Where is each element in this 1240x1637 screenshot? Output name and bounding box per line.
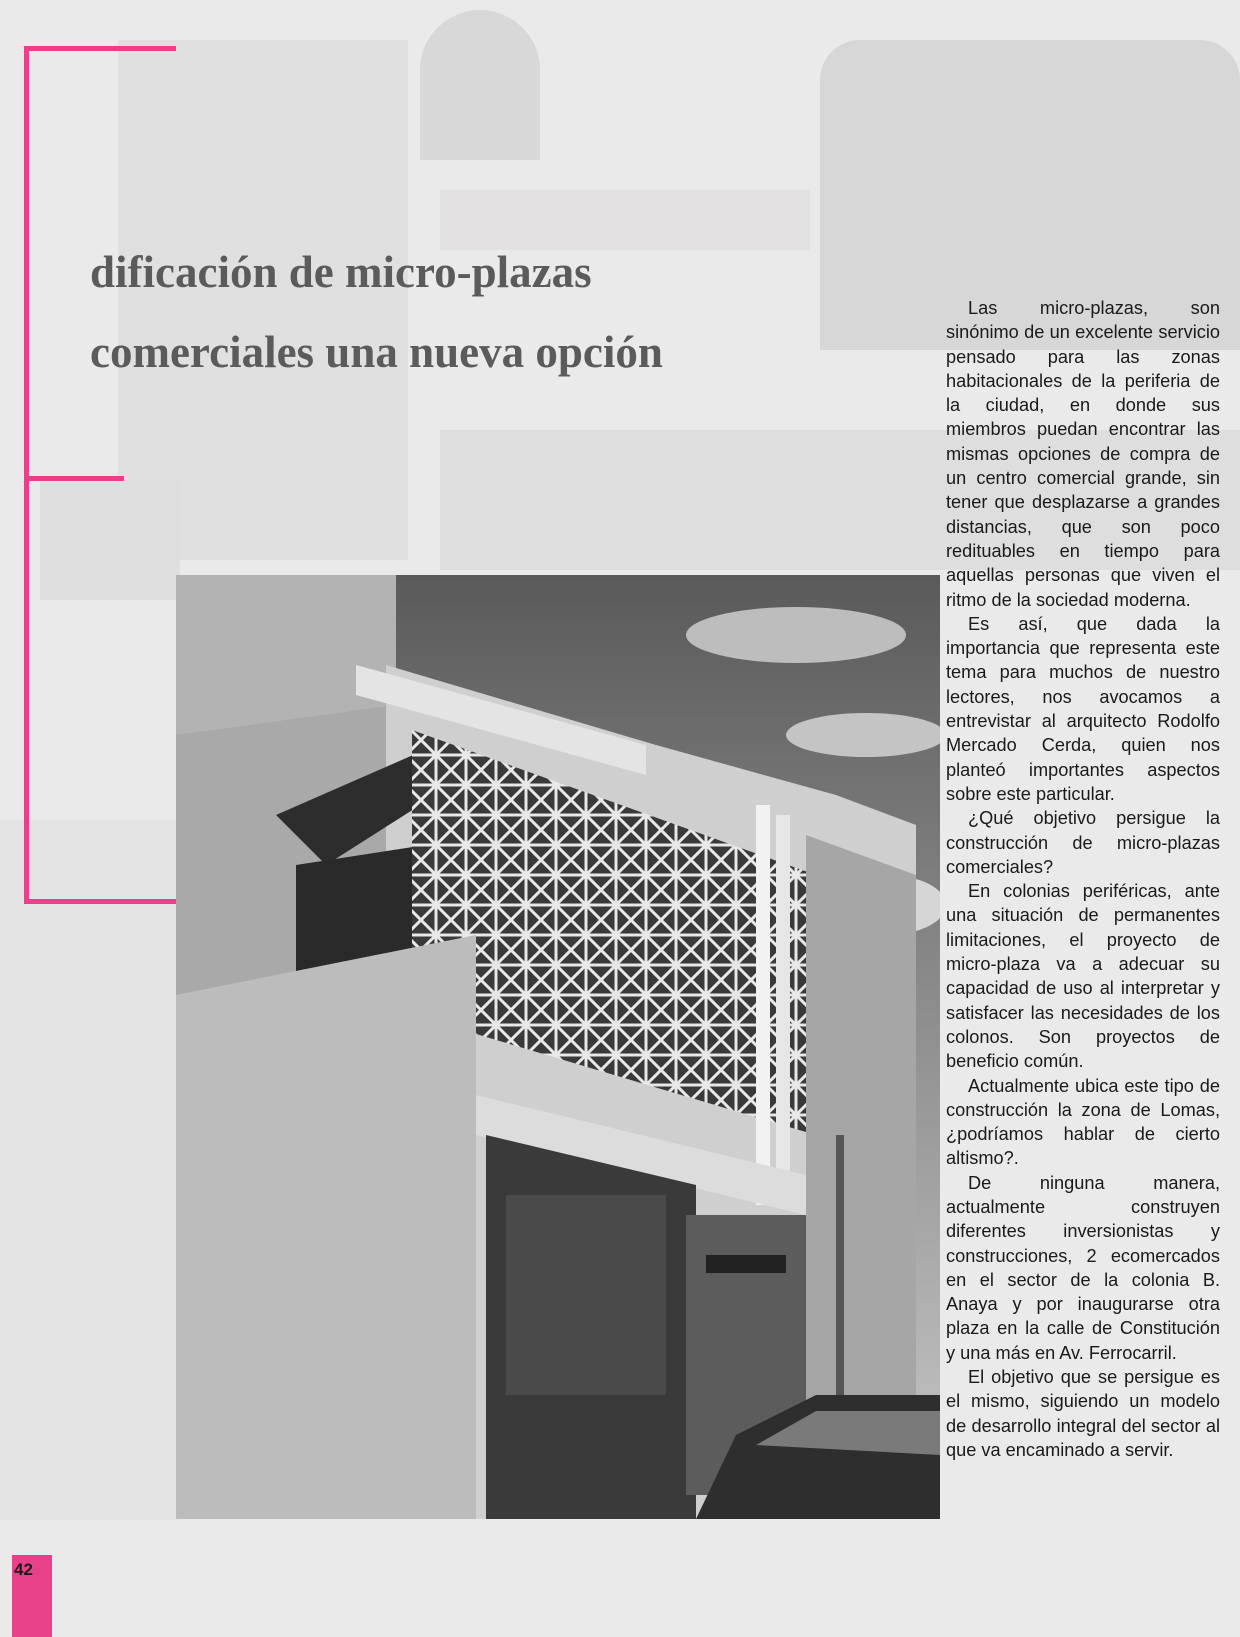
micro-plaza-building-photo	[176, 575, 940, 1519]
headline-line-1: dificación de micro-plazas	[90, 247, 592, 297]
background-shape	[420, 10, 540, 160]
headline-line-2: comerciales una nueva opción	[90, 327, 663, 377]
accent-bracket-middle	[24, 476, 124, 481]
article-paragraph: Es así, que dada la importancia que representa este tema para muchos de nuestro lectores, nos avocamos a entrevistar al arquitecto Rodolfo Mercado Cerda, quien nos planteó importantes aspectos sobre este particular.	[946, 613, 1220, 804]
article-body	[946, 296, 1220, 1462]
article-paragraph: De ninguna manera, actualmente construyen diferentes inversionistas y construcciones, 2 ecomercados en el sector de la colonia B. Anaya y por inaugurarse otra plaza en la calle de Constitución y una más en Av. Ferrocarril.	[946, 1172, 1220, 1363]
page-number: 42	[14, 1560, 33, 1579]
building-photo-illustration	[176, 575, 940, 1519]
background-shape	[0, 820, 180, 1520]
accent-bracket-vertical	[24, 46, 29, 904]
article-paragraph: En colonias periféricas, ante una situación de permanentes limitaciones, el proyecto de micro-plaza va a adecuar su capacidad de uso al interpretar y satisfacer las necesidades de los colonos. Son proyectos de beneficio común.	[946, 881, 1220, 1072]
article-paragraph: Las micro-plazas, son sinónimo de un excelente servicio pensado para las zonas habitacionales de la periferia de la ciudad, en donde sus miembros puedan encontrar las mismas opciones de compra de un centro comercial grande, sin tener que desplazarse a grandes distancias, que son poco redituables en tiempo para aquellas personas que viven el ritmo de la sociedad moderna.	[946, 298, 1220, 610]
article-headline	[90, 232, 850, 392]
article-paragraph: El objetivo que se persigue es el mismo, siguiendo un modelo de desarrollo integral del sector al que va encaminado a servir.	[946, 1367, 1220, 1460]
accent-bracket-bottom	[24, 899, 176, 904]
background-shape	[40, 480, 180, 600]
article-paragraph: Actualmente ubica este tipo de construcción la zona de Lomas, ¿podríamos hablar de cierto altismo?.	[946, 1075, 1220, 1169]
accent-bracket-top	[24, 46, 176, 51]
article-paragraph: ¿Qué objetivo persigue la construcción de micro-plazas comerciales?	[946, 808, 1220, 877]
